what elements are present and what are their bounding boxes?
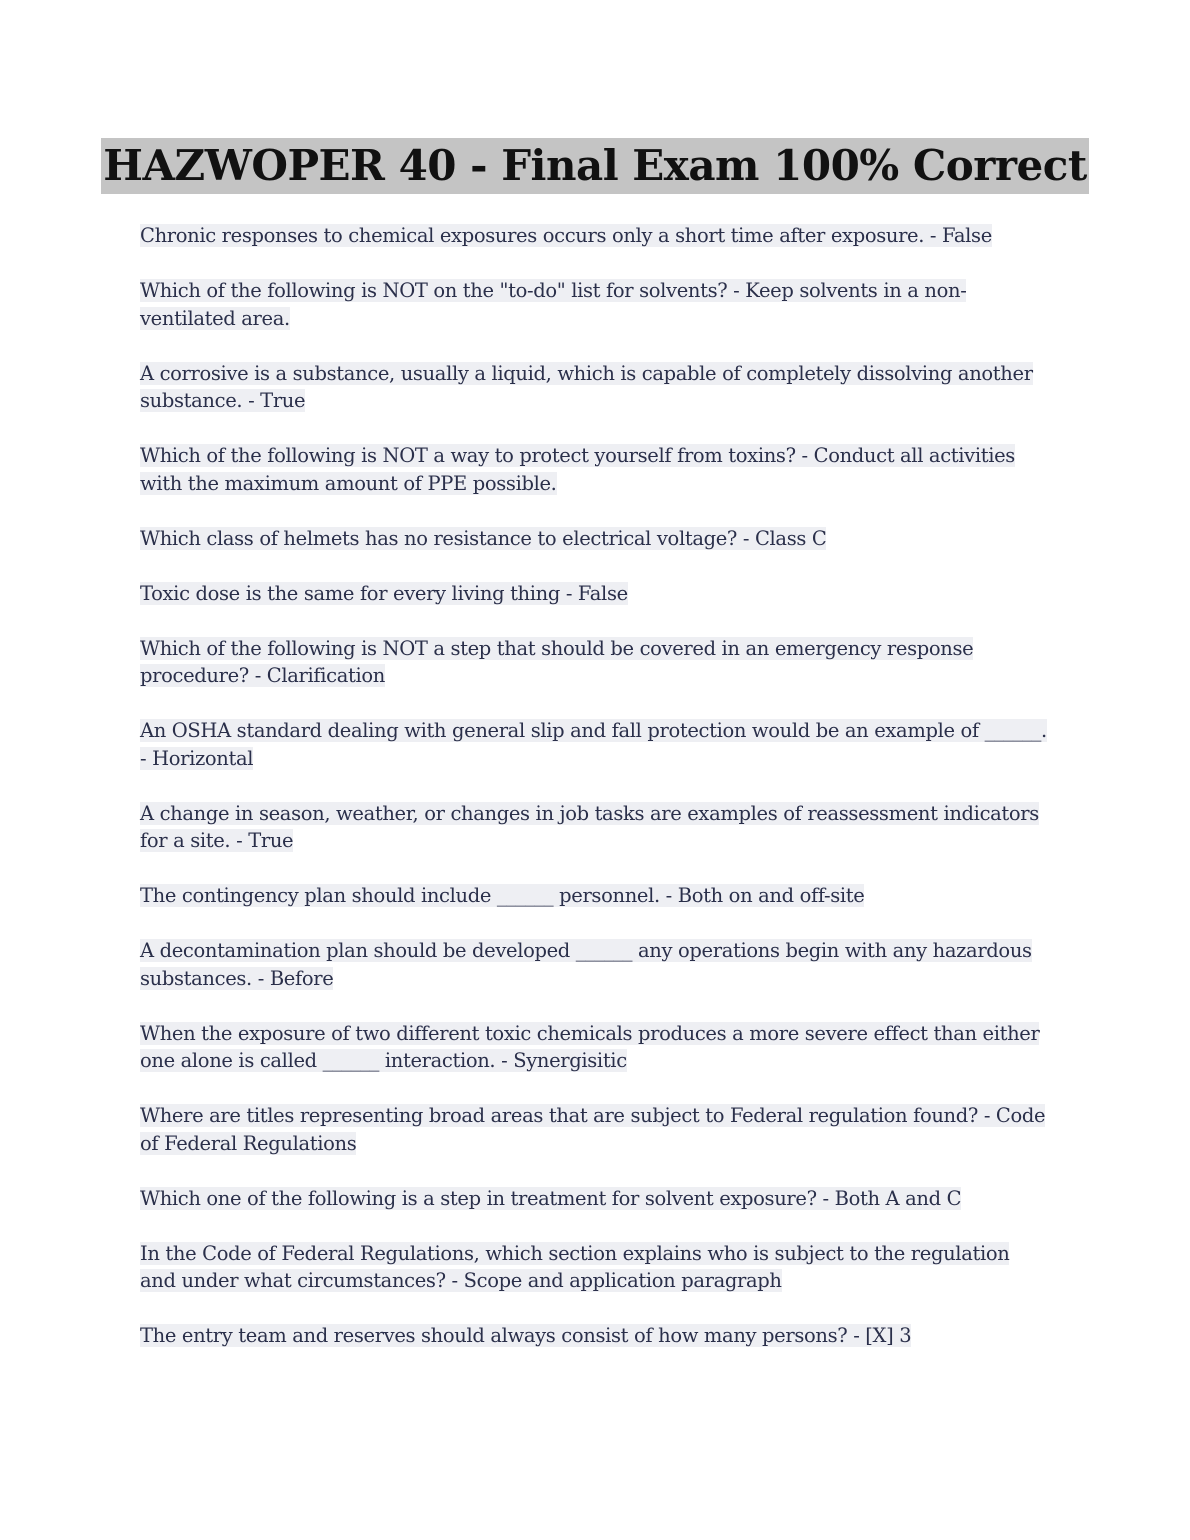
qa-text: Which of the following is NOT a way to protect yourself from toxins? - Conduct all activities with the maximum amount of PPE possible. <box>140 444 1015 495</box>
qa-text: When the exposure of two different toxic chemicals produces a more severe effect than either one alone is called ______ interaction. - Synergisitic <box>140 1021 1040 1072</box>
qa-list <box>140 222 1050 1377</box>
qa-text: Toxic dose is the same for every living thing - False <box>140 581 628 605</box>
qa-text: Where are titles representing broad areas that are subject to Federal regulation found? - Code of Federal Regulations <box>140 1104 1046 1155</box>
qa-item <box>140 1020 1050 1075</box>
qa-item <box>140 800 1050 855</box>
qa-text: Which of the following is NOT a step that should be covered in an emergency response procedure? - Clarification <box>140 636 974 687</box>
qa-item <box>140 937 1050 992</box>
qa-text: The entry team and reserves should always consist of how many persons? - [X] 3 <box>140 1324 912 1347</box>
qa-item <box>140 882 1050 910</box>
qa-item <box>140 1185 1050 1213</box>
qa-item <box>140 222 1050 250</box>
qa-item <box>140 1322 1050 1350</box>
qa-text: In the Code of Federal Regulations, which section explains who is subject to the regulation and under what circumstances? - Scope and application paragraph <box>140 1241 1010 1292</box>
qa-text: Chronic responses to chemical exposures occurs only a short time after exposure. - False <box>140 224 992 247</box>
qa-text: A change in season, weather, or changes in job tasks are examples of reassessment indicators for a site. - True <box>140 801 1039 852</box>
qa-item <box>140 442 1050 497</box>
qa-item <box>140 277 1050 332</box>
title-container <box>0 138 1190 194</box>
qa-item <box>140 717 1050 772</box>
document-title: HAZWOPER 40 - Final Exam 100% Correct <box>101 138 1088 194</box>
qa-text: Which class of helmets has no resistance to electrical voltage? - Class C <box>140 526 827 550</box>
qa-text: Which of the following is NOT on the "to-do" list for solvents? - Keep solvents in a non-ventilated area. <box>140 279 967 330</box>
qa-text: The contingency plan should include ______ personnel. - Both on and off-site <box>140 884 865 907</box>
qa-text: A corrosive is a substance, usually a liquid, which is capable of completely dissolving another substance. - True <box>140 361 1033 412</box>
qa-item <box>140 1240 1050 1295</box>
qa-text: Which one of the following is a step in treatment for solvent exposure? - Both A and C <box>140 1186 962 1210</box>
qa-item <box>140 360 1050 415</box>
qa-item <box>140 580 1050 608</box>
qa-item <box>140 635 1050 690</box>
qa-item <box>140 525 1050 553</box>
qa-text: A decontamination plan should be developed ______ any operations begin with any hazardous substances. - Before <box>140 939 1032 990</box>
qa-item <box>140 1102 1050 1157</box>
qa-text: An OSHA standard dealing with general slip and fall protection would be an example of ______. - Horizontal <box>140 719 1047 770</box>
